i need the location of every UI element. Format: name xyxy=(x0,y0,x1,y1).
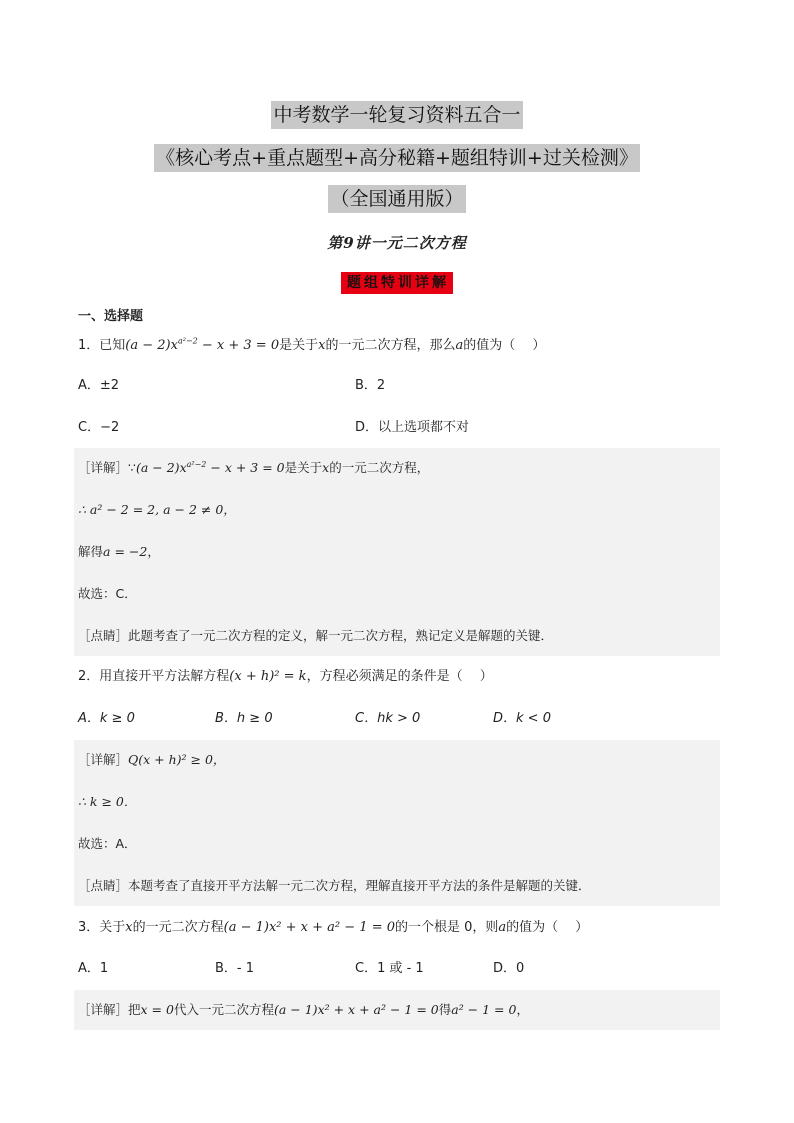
solution-note: ［点睛］本题考查了直接开平方法解一元二次方程，理解直接开平方法的条件是解题的关键． xyxy=(78,878,591,893)
solution-box-2 xyxy=(74,740,720,906)
lesson-heading xyxy=(0,232,794,253)
question-1: 1．已知$(a - 2)x^{a^2-2} - x + 3 = 0$是关于x的一元二次方程，那么a的值为（ ） xyxy=(78,336,546,353)
question-2: 2．用直接开平方法解方程(x + h)² = k，方程必须满足的条件是（ ） xyxy=(78,669,493,684)
solution-line: ［详解］∵(a − $2)x^{a^2-2} - x + 3 = 0$是关于x的一元二次方程， xyxy=(78,459,430,475)
document-subtitle: 《核心考点+重点题型+高分秘籍+题组特训+过关检测》 xyxy=(154,144,640,172)
option-c: C．hk > 0 xyxy=(355,711,421,726)
edition-label: （全国通用版） xyxy=(328,185,465,213)
solution-line: 故选：C． xyxy=(78,586,137,601)
option-b: B．h ≥ 0 xyxy=(215,711,273,726)
lesson-name: 一元二次方程 xyxy=(370,234,467,252)
question-number: 1． xyxy=(78,338,100,353)
tag-block xyxy=(0,272,794,294)
document-title-block xyxy=(0,101,794,129)
option-a: A．1 xyxy=(78,961,109,976)
option-b: B．2 xyxy=(355,378,386,393)
solution-box-1 xyxy=(74,448,720,656)
edition-block xyxy=(0,185,794,213)
math-expression: (x + h)² = k xyxy=(229,669,307,684)
document-title: 中考数学一轮复习资料五合一 xyxy=(271,101,522,129)
document-subtitle-block xyxy=(0,144,794,172)
option-d: D．0 xyxy=(493,961,525,976)
option-c: C．−2 xyxy=(78,420,120,435)
solution-line: ∴ a² − 2 = 2, a − 2 ≠ 0， xyxy=(78,502,236,517)
solution-line: ［详解］把x = 0代入一元二次方程(a − 1)x² + x + a² − 1 = 0得a² − 1 = 0， xyxy=(78,1002,529,1017)
solution-line: 故选：A． xyxy=(78,836,137,851)
option-d: D．k < 0 xyxy=(493,711,551,726)
option-a: A．±2 xyxy=(78,378,120,393)
question-number: 3． xyxy=(78,920,100,935)
section-title: 一、选择题 xyxy=(78,309,144,324)
question-3: 3．关于x的一元二次方程(a − 1)x² + x + a² − 1 = 0的一个根是 0，则a的值为（ ） xyxy=(78,920,589,935)
option-d: D．以上选项都不对 xyxy=(355,420,470,435)
solution-line: ∴ k ≥ 0． xyxy=(78,794,137,809)
solution-line: ［详解］Q(x + h)² ≥ 0， xyxy=(78,752,226,767)
option-b: B．- 1 xyxy=(215,961,255,976)
math-expression: (a − 2) xyxy=(125,338,171,353)
section-tag: 题组特训详解 xyxy=(341,272,453,294)
math-expression: (a − 1)x² + x + a² − 1 = 0 xyxy=(223,920,395,935)
option-a: A．k ≥ 0 xyxy=(78,711,135,726)
option-c: C．1 或 - 1 xyxy=(355,961,424,976)
lesson-number: 第9讲 xyxy=(327,234,371,252)
solution-note: ［点睛］此题考查了一元二次方程的定义，解一元二次方程，熟记定义是解题的关键． xyxy=(78,628,554,643)
solution-box-3 xyxy=(74,990,720,1030)
question-number: 2． xyxy=(78,669,100,684)
solution-line: 解得a = −2， xyxy=(78,544,160,559)
